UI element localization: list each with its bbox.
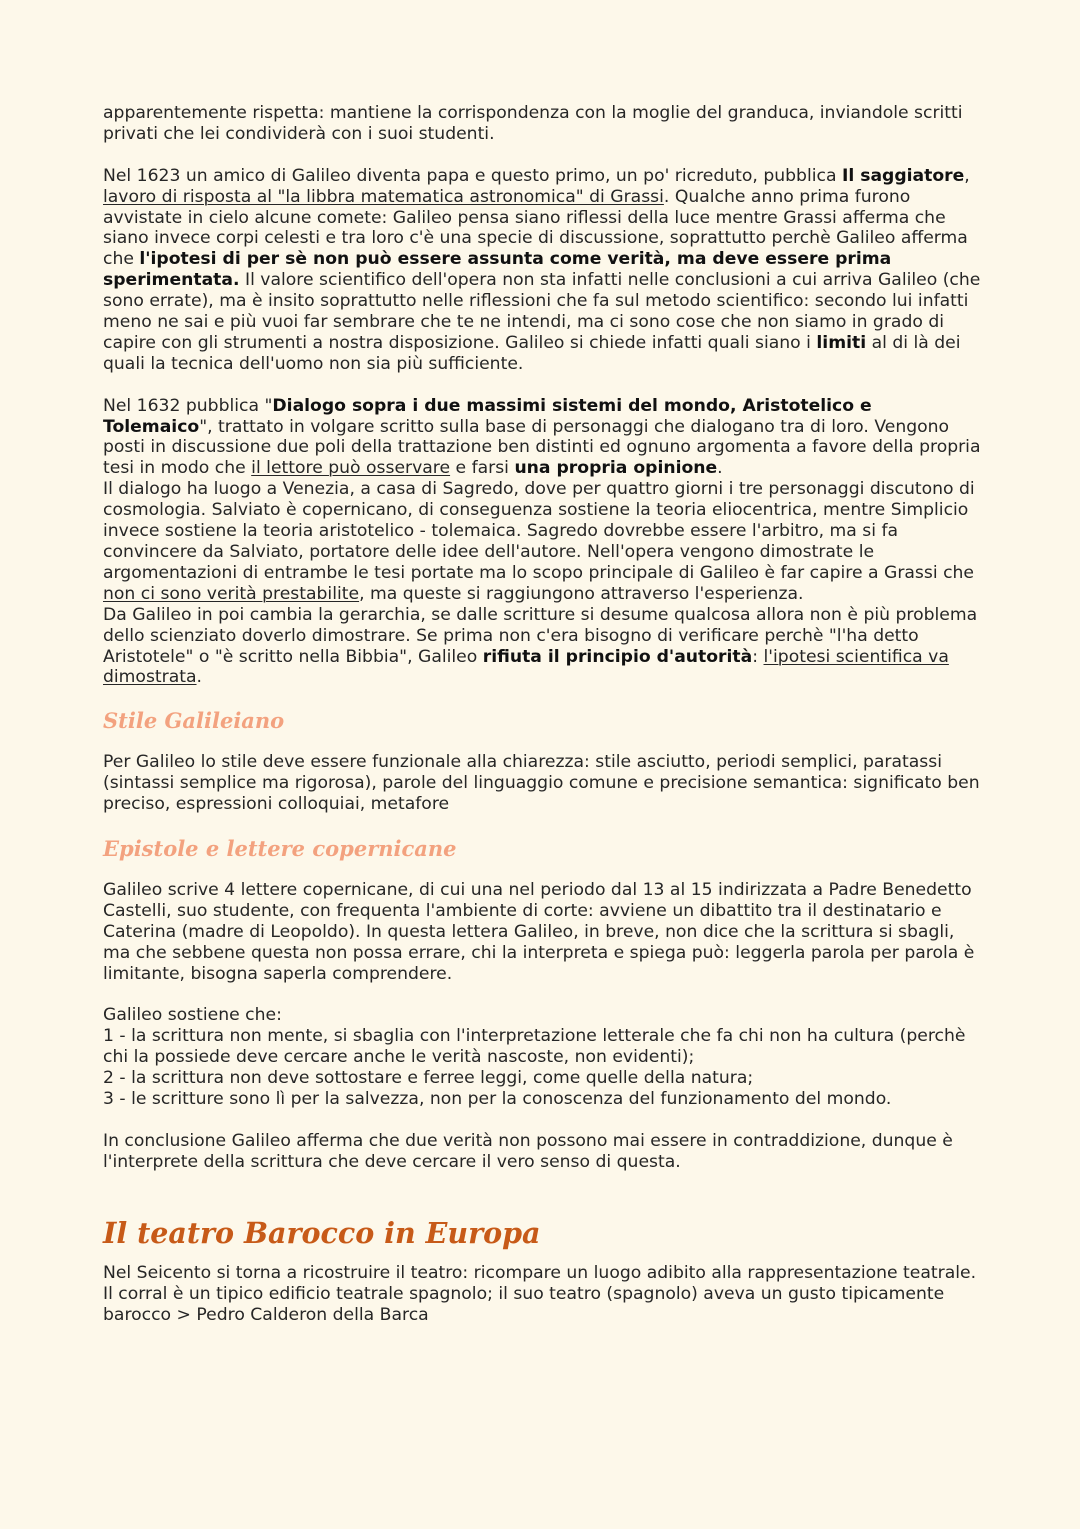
paragraph-corrispondenza: apparentemente rispetta: mantiene la corrispondenza con la moglie del granduca, inviandole scritti privati che lei condividerà con i suoi studenti. xyxy=(103,103,963,144)
paragraph-saggiatore: Nel 1623 un amico di Galileo diventa papa e questo primo, un po' ricreduto, pubblica Il saggiatore, lavoro di risposta al "la libbra matematica astronomica" di Grassi. Qualche anno prima furono avvistate in cielo alcune comete: Galileo pensa siano riflessi della luce mentre Grassi afferma che siano invece corpi celesti e tra loro c'è una specie di discussione, soprattutto perchè Galileo afferma che l'ipotesi di per sè non può essere assunta come verità, ma deve essere prima sperimentata. Il valore scientifico dell'opera non sta infatti nelle conclusioni a cui arriva Galileo (che sono errate), ma è insito soprattutto nelle riflessioni che fa sul metodo scientifico: secondo lui infatti meno ne sai e più vuoi far sembrare che te ne intendi, ma ci sono cose che non siamo in grado di capire con gli strumenti a nostra disposizione. Galileo si chiede infatti quali siano i limiti al di là dei quali la tecnica dell'uomo non sia più sufficiente. xyxy=(103,165,981,374)
paragraph-stile: Per Galileo lo stile deve essere funzionale alla chiarezza: stile asciutto, periodi semplici, paratassi (sintassi semplice ma rigorosa), parole del linguaggio comune e precisione semantica: significato ben preciso, espressioni colloquiai, metafore xyxy=(103,752,980,815)
paragraph-gerarchia: Da Galileo in poi cambia la gerarchia, se dalle scritture si desume qualcosa allora non è più problema dello scienziato doverlo dimostrare. Se prima non c'era bisogno di verificare perchè "l'ha detto Aristotele" o "è scritto nella Bibbia", Galileo rifiuta il principio d'autorità: l'ipotesi scientifica va dimostrata. xyxy=(103,604,978,688)
bold-autorita: rifiuta il principio d'autorità xyxy=(482,646,753,667)
paragraph-dialogo: Nel 1632 pubblica "Dialogo sopra i due massimi sistemi del mondo, Aristotelico e Tolemaico", trattato in volgare scritto sulla base di personaggi che dialogano tra di loro. Vengono posti in discussione due poli della trattazione ben distinti ed ognuno argomenta a favore della propria tesi in modo che il lettore può osservare e farsi una propria opinione. xyxy=(103,395,981,479)
paragraph-corral: Il corral è un tipico edificio teatrale spagnolo; il suo teatro (spagnolo) aveva un gusto tipicamente barocco > Pedro Calderon della Barca xyxy=(103,1283,945,1325)
paragraph-conclusione: In conclusione Galileo afferma che due verità non possono mai essere in contraddizione, dunque è l'interprete della scrittura che deve cercare il vero senso di questa. xyxy=(103,1130,953,1172)
paragraph-lettere: Galileo scrive 4 lettere copernicane, di cui una nel periodo dal 13 al 15 indirizzata a Padre Benedetto Castelli, suo studente, con frequenta l'ambiente di corte: avviene un dibattito tra il destinatario e Caterina (madre di Leopoldo). In questa lettera Galileo, in breve, non dice che la scrittura si sbagli, ma che sebbene questa non possa errare, chi la interpreta e spiega può: leggerla parola per parola è limitante, bisogna saperla comprendere. xyxy=(103,880,975,984)
bold-ipotesi: l'ipotesi di per sè non può essere assunta come verità, ma deve essere prima sperimentata. xyxy=(103,249,892,291)
underline-lettore: il lettore può osservare xyxy=(251,458,451,479)
heading-epistole: Epistole e lettere copernicane xyxy=(103,836,457,862)
bold-dialogo-title: Dialogo sopra i due massimi sistemi del mondo, Aristotelico e Tolemaico xyxy=(103,395,872,437)
list-item: 2 - la scrittura non deve sottostare e ferree leggi, come quelle della natura; xyxy=(103,1068,754,1089)
paragraph-seicento: Nel Seicento si torna a ricostruire il teatro: ricompare un luogo adibito alla rappresentazione teatrale. xyxy=(103,1262,977,1283)
heading-stile-galileiano: Stile Galileiano xyxy=(103,708,285,734)
underline-ipotesi-dimostrata: l'ipotesi scientifica va dimostrata xyxy=(103,646,949,688)
list-item: 1 - la scrittura non mente, si sbaglia con l'interpretazione letterale che fa chi non ha cultura (perchè chi la possiede deve cercare anche le verità nascoste, non evidenti); xyxy=(103,1026,966,1068)
heading-teatro-barocco: Il teatro Barocco in Europa xyxy=(103,1215,541,1250)
bold-saggiatore: Il saggiatore xyxy=(841,165,965,186)
bold-opinione: una propria opinione xyxy=(514,458,718,479)
list-intro: Galileo sostiene che: xyxy=(103,1005,282,1026)
underline-verita: non ci sono verità prestabilite xyxy=(103,583,360,604)
bold-limiti: limiti xyxy=(816,332,867,353)
document-page xyxy=(103,103,983,1325)
list-item: 3 - le scritture sono lì per la salvezza, non per la conoscenza del funzionamento del mondo. xyxy=(103,1089,892,1110)
paragraph-sostiene xyxy=(103,1005,983,1110)
paragraph-venezia: Il dialogo ha luogo a Venezia, a casa di Sagredo, dove per quattro giorni i tre personaggi discutono di cosmologia. Salviato è copernicano, di conseguenza sostiene la teoria eliocentrica, mentre Simplicio invece sostiene la teoria aristotelico - tolemaica. Sagredo dovrebbe essere l'arbitro, ma si fa convincere da Salviato, portatore delle idee dell'autore. Nell'opera vengono dimostrate le argomentazioni di entrambe le tesi portate ma lo scopo principale di Galileo è far capire a Grassi che non ci sono verità prestabilite, ma queste si raggiungono attraverso l'esperienza. xyxy=(103,479,975,604)
underline-risposta-grassi: lavoro di risposta al "la libbra matematica astronomica" di Grassi xyxy=(103,186,664,207)
